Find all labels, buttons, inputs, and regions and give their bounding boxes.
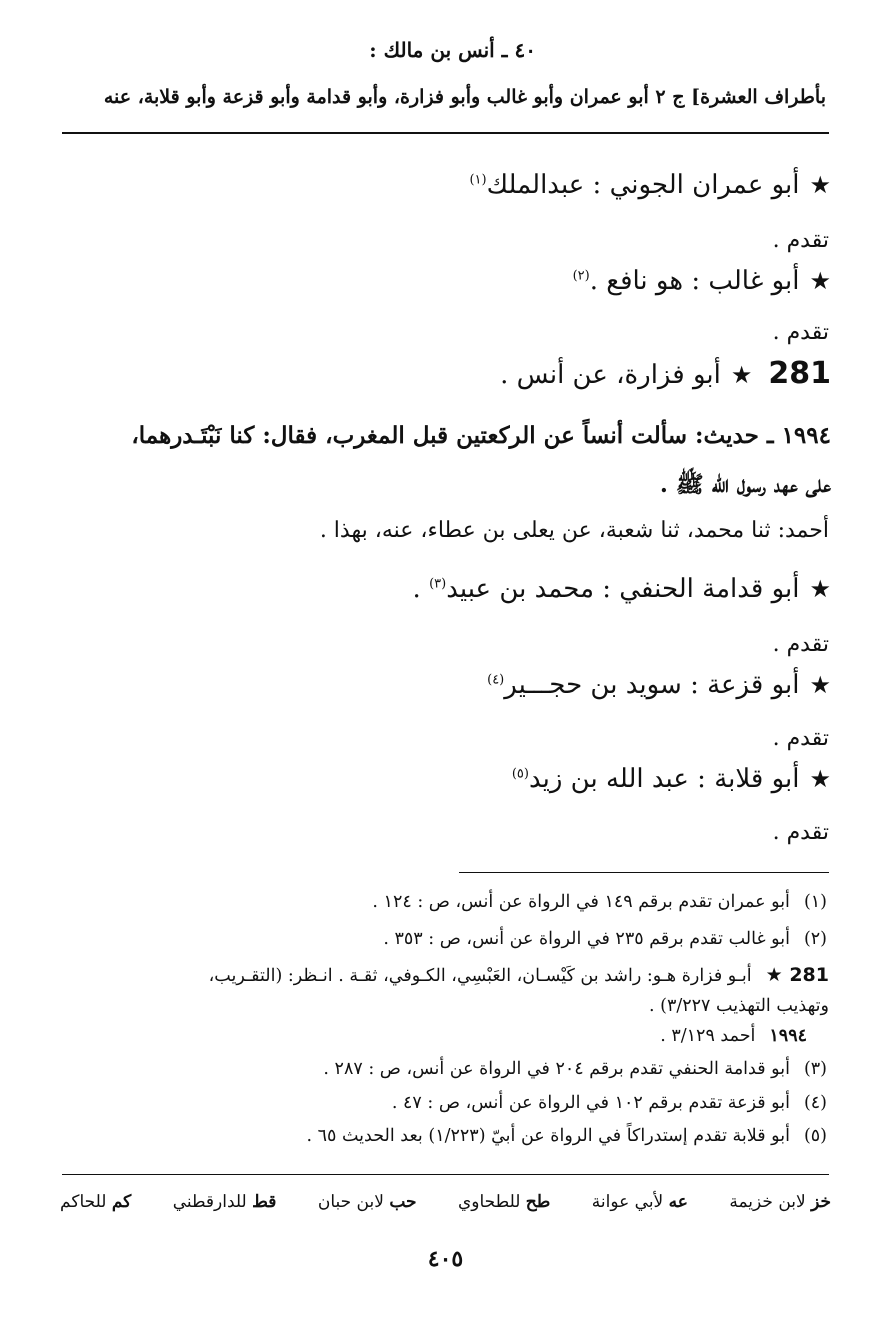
isnad-text: أحمد: ثنا محمد، ثنا شعبة، عن يعلى بن عطاء، عنه، بهذا . bbox=[319, 518, 829, 543]
entry-text: أبو فزارة، عن أنس . bbox=[500, 360, 721, 390]
entry-number: 281 bbox=[768, 356, 831, 391]
entry-text: أبو قلابة : عبد الله بن زيد bbox=[528, 764, 800, 794]
footnote bbox=[383, 929, 827, 949]
abbreviation-item bbox=[592, 1192, 688, 1212]
footnote-text: أبـو فزارة هـو: راشد بن كَيْسـان، العَبْسِي، الكـوفي، ثقـة . انـظر: (التقـريب، bbox=[208, 966, 752, 986]
star-icon: ★ bbox=[809, 575, 831, 603]
footnote-text: أبو قدامة الحنفي تقدم برقم ٢٠٤ في الرواة عن أنس، ص : ٢٨٧ . bbox=[323, 1059, 790, 1079]
star-icon: ★ bbox=[809, 267, 831, 295]
entry-text: أبو قزعة : سويد بن حجـــير bbox=[504, 670, 800, 700]
footnote-number: (٢) bbox=[803, 929, 827, 949]
chapter-title: ٤٠ ـ أنس بن مالك : bbox=[369, 38, 536, 62]
page-number: ٤٠٥ bbox=[427, 1246, 464, 1272]
abbreviation-code: طح bbox=[525, 1192, 551, 1212]
footnote-number: (٣) bbox=[803, 1059, 827, 1079]
running-header: بأطراف العشرة] ج ٢ أبو عمران وأبو غالب وأبو فزارة، وأبو قدامة وأبو قزعة وأبو قلابة، عنه bbox=[103, 86, 826, 108]
footnote bbox=[306, 1126, 827, 1146]
abbreviations-rule bbox=[62, 1174, 829, 1175]
abbreviation-item bbox=[60, 1192, 131, 1212]
abbreviation-code: عه bbox=[668, 1192, 688, 1212]
star-icon: ★ bbox=[809, 171, 831, 199]
entry-suffix: . bbox=[412, 574, 430, 604]
abbreviation-label: لابن خزيمة bbox=[729, 1192, 806, 1212]
narrator-entry bbox=[487, 670, 831, 700]
entry-status: تقدم . bbox=[772, 820, 829, 845]
footnote-ref: (٥) bbox=[511, 766, 529, 782]
abbreviation-label: للطحاوي bbox=[457, 1192, 521, 1212]
footnote-cont bbox=[649, 996, 829, 1016]
footnote-ref: (٣) bbox=[429, 576, 447, 592]
abbreviation-code: كم bbox=[111, 1192, 132, 1212]
abbreviation-label: لابن حبان bbox=[317, 1192, 384, 1212]
footnote-ref: (١) bbox=[469, 172, 487, 188]
footnote bbox=[323, 1059, 827, 1079]
abbreviation-label: للحاكم bbox=[60, 1192, 107, 1212]
footnote-text: وتهذيب التهذيب ٣/٢٢٧) . bbox=[649, 996, 829, 1016]
header-rule bbox=[62, 132, 829, 134]
abbreviation-item bbox=[458, 1192, 550, 1212]
abbreviation-label: لأبي عوانة bbox=[591, 1192, 664, 1212]
abbreviation-label: للدارقطني bbox=[172, 1192, 247, 1212]
hadith-text: ١٩٩٤ ـ حديث: سألت أنساً عن الركعتين قبل المغرب، فقال: كنا نَبْتَـدرهما، bbox=[131, 422, 831, 449]
abbreviation-item bbox=[318, 1192, 417, 1212]
entry-text: أبو قدامة الحنفي : محمد بن عبيد bbox=[446, 574, 800, 604]
footnote-number: ١٩٩٤ bbox=[769, 1026, 807, 1046]
footnote-ref: (٢) bbox=[572, 268, 590, 284]
abbreviation-item bbox=[173, 1192, 277, 1212]
footnote bbox=[209, 964, 829, 986]
footnote bbox=[660, 1026, 807, 1046]
entry-text: أبو غالب : هو نافع . bbox=[589, 266, 800, 296]
entry-status: تقدم . bbox=[772, 726, 829, 751]
footnote-number: (٥) bbox=[803, 1126, 827, 1146]
footnote-number: (٤) bbox=[803, 1093, 827, 1113]
abbreviation-code: خز bbox=[811, 1192, 831, 1212]
narrator-entry bbox=[512, 764, 831, 794]
footnote-text: أبو قلابة تقدم إستدراكاً في الرواة عن أبيّ (١/٢٢٣) بعد الحديث ٦٥ . bbox=[306, 1126, 790, 1146]
footnote-text: أبو غالب تقدم برقم ٢٣٥ في الرواة عن أنس، ص : ٣٥٣ . bbox=[383, 929, 790, 949]
entry-text: أبو عمران الجوني : عبدالملك bbox=[486, 170, 800, 200]
footnote-number: (١) bbox=[803, 892, 827, 912]
narrator-entry bbox=[469, 170, 831, 200]
star-icon: ★ bbox=[809, 671, 831, 699]
abbreviation-item bbox=[729, 1192, 831, 1212]
footnote-rule bbox=[459, 872, 829, 873]
entry-status: تقدم . bbox=[772, 228, 829, 253]
footnote-number: 281 ★ bbox=[765, 964, 829, 986]
footnote-text: أبو قزعة تقدم برقم ١٠٢ في الرواة عن أنس، ص : ٤٧ . bbox=[391, 1093, 790, 1113]
abbreviation-code: حب bbox=[389, 1192, 417, 1212]
footnote-ref: (٤) bbox=[487, 672, 505, 688]
abbreviation-code: قط bbox=[252, 1192, 277, 1212]
star-icon: ★ bbox=[809, 765, 831, 793]
narrator-entry bbox=[573, 266, 831, 296]
footnote-text: أحمد ٣/١٢٩ . bbox=[660, 1026, 756, 1046]
narrator-entry bbox=[413, 574, 831, 604]
hadith-text-cont: على عهد رسول الله ﷺ . bbox=[659, 471, 831, 498]
entry-status: تقدم . bbox=[772, 632, 829, 657]
narrator-entry bbox=[500, 356, 831, 391]
footnote-text: أبو عمران تقدم برقم ١٤٩ في الرواة عن أنس، ص : ١٢٤ . bbox=[372, 892, 790, 912]
abbreviations-legend bbox=[60, 1192, 831, 1212]
footnote bbox=[392, 1093, 827, 1113]
star-icon: ★ bbox=[730, 361, 753, 389]
entry-status: تقدم . bbox=[772, 320, 829, 345]
footnote bbox=[372, 892, 827, 912]
